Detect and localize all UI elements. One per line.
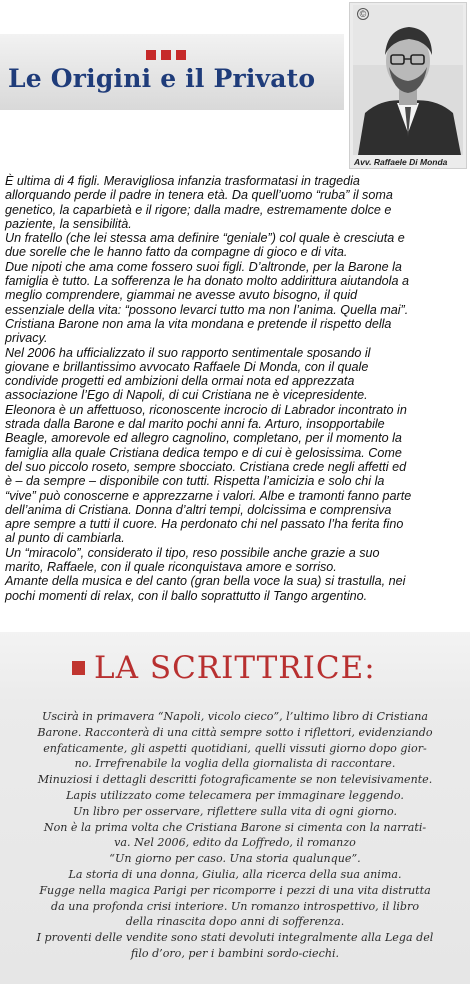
article-line: associazione l’Ego di Napoli, di cui Cristiana ne è vicepresidente.	[5, 388, 368, 403]
writer-line: della rinascita dopo anni di sofferenza.	[125, 915, 345, 929]
red-square-icon	[146, 50, 156, 60]
article-line: apre sempre a tutti il cuore. Ha perdonato chi nel passato l’ha ferita fino	[5, 517, 404, 532]
article-line: “vive” può conoscerne e apprezzarne i valori. Albe e tramonti fanno parte	[5, 488, 412, 503]
article-line: Beagle, amorevole ed allegro cagnolino, completano, per il momento la	[5, 431, 402, 446]
writer-line: Uscirà in primavera “Napoli, vicolo cieco”, l’ultimo libro di Cristiana	[42, 710, 428, 723]
article-line: È ultima di 4 figli. Meravigliosa infanzia trasformatasi in tragedia	[5, 174, 360, 188]
article-line: famiglia alla quale Cristiana dedica tempo e di cui è gelosissima. Come	[5, 445, 402, 460]
article-line: Eleonora è un affettuoso, riconoscente incrocio di Labrador incontrato in	[5, 402, 407, 417]
header-strip	[0, 0, 470, 172]
article-line: al punto di cambiarla.	[5, 531, 125, 546]
writer-line: enfaticamente, gli aspetti quotidiani, quelli vissuti giorno dopo gior-	[43, 741, 427, 755]
decorative-squares	[146, 50, 186, 60]
article-line: famiglia è tutto. La sofferenza le ha donato molto addirittura aiutandola a	[5, 274, 409, 289]
article-line: Nel 2006 ha ufficializzato il suo rapporto sentimentale sposando il	[5, 345, 371, 360]
article-line: meglio comprendere, giammai ne avesse avuto bisogno, il quid	[5, 288, 358, 303]
article-line: del suo piccolo roseto, sempre sbocciato. Cristiana crede negli affetti ed	[5, 459, 407, 474]
writer-line: La storia di una donna, Giulia, alla ricerca della sua anima.	[68, 867, 402, 881]
article-line: due sorelle che le hanno fatto da compagne di gioco e di vita.	[5, 245, 348, 260]
article-line: Cristiana Barone non ama la vita mondana e pretende il rispetto della	[5, 316, 392, 331]
article-line: dell’anima di Cristiana. Donna d’altri tempi, dolcissima e comprensiva	[5, 502, 392, 517]
article-line: paziente, la sensibilità.	[5, 216, 132, 231]
writer-line: no. Irrefrenabile la voglia della giornalista di raccontare.	[74, 757, 396, 771]
portrait-photo	[353, 5, 463, 155]
writer-title: LA SCRITTRICE:	[94, 650, 376, 686]
writer-line: Non è la prima volta che Cristiana Barone si cimenta con la narrati-	[43, 820, 427, 834]
article-line: Un fratello (che lei stessa ama definire “geniale”) col quale è cresciuta e	[5, 231, 405, 246]
red-square-icon	[72, 661, 85, 675]
article-line: genetico, la caparbietà e il rigore; dalla madre, estremamente dolce e	[5, 202, 392, 217]
writer-line: Minuziosi i dettagli descritti fotograficamente se non televisivamente.	[37, 773, 433, 787]
writer-line: Fugge nella magica Parigi per ricomporre i pezzi di una vita distrutta	[39, 883, 431, 897]
article-line: condivide progetti ed ambizioni della ormai nota ed apprezzata	[5, 374, 355, 389]
red-square-icon	[161, 50, 171, 60]
article-line: giovane e brillantissimo avvocato Raffaele Di Monda, con il quale	[5, 359, 369, 374]
portrait-photo-frame	[349, 2, 467, 169]
man-portrait-image	[353, 5, 463, 155]
writer-line: Barone. Racconterà di una città sempre sotto i riflettori, evidenziando	[37, 725, 433, 739]
article-line: Amante della musica e del canto (gran bella voce la sua) si trastulla, nei	[5, 574, 406, 589]
article-line: marito, Raffaele, con il quale riconquistava amore e sorriso.	[5, 560, 337, 575]
article-line: pochi momenti di relax, con il ballo soprattutto il Tango argentino.	[5, 588, 368, 603]
writer-line: Lapis utilizzato come telecamera per immaginare leggendo.	[66, 788, 404, 802]
article-line: Due nipoti che ama come fossero suoi figli. D’altronde, per la Barone la	[5, 259, 402, 274]
writer-line: filo d’oro, per i bambini sordo-ciechi.	[130, 946, 340, 960]
writer-line: da una profonda crisi interiore. Un romanzo introspettivo, il libro	[50, 899, 420, 913]
writer-line: va. Nel 2006, edito da Loffredo, il romanzo	[114, 836, 356, 850]
writer-line: I proventi delle vendite sono stati devoluti integralmente alla Lega del	[36, 931, 434, 945]
article-line: strada dalla Barone e dal marito pochi anni fa. Arturo, insopportabile	[5, 417, 385, 432]
writer-heading	[72, 650, 376, 686]
red-square-icon	[176, 50, 186, 60]
copyright-icon: ©	[357, 8, 369, 20]
article-body	[5, 174, 466, 603]
article-line: allorquando perde il padre in tenera età. Da quell’uomo “ruba” il soma	[5, 188, 393, 203]
section-title: Le Origini e il Privato	[8, 64, 316, 93]
writer-line: Un libro per osservare, riflettere sulla vita di ogni giorno.	[72, 804, 398, 818]
writer-body	[0, 709, 470, 962]
writer-line: “Un giorno per caso. Una storia qualunque”.	[109, 852, 361, 866]
article-line: essenziale della vita: “possono levarci tutto ma non l’anima. Quella mai”.	[5, 302, 409, 317]
article-line: è – da sempre – disponibile con tutti. Rispetta l’amicizia e solo chi la	[5, 474, 385, 489]
article-line: Un “miracolo”, considerato il tipo, reso possibile anche grazie a suo	[5, 545, 380, 560]
article-line: privacy.	[5, 331, 48, 346]
photo-caption: Avv. Raffaele Di Monda	[354, 157, 448, 167]
